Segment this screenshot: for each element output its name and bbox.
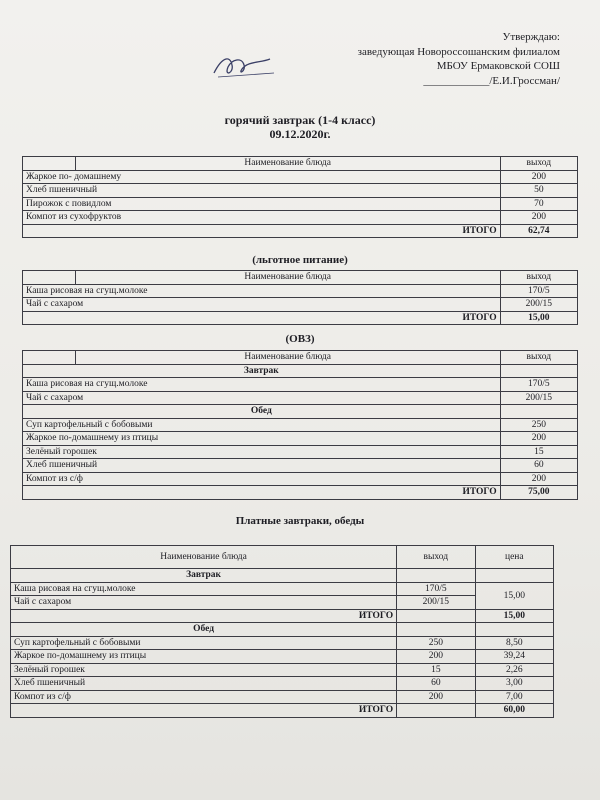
table-row: Зелёный горошек 15 (23, 445, 578, 459)
section-title-ovz: (ОВЗ) (285, 333, 315, 345)
signature-icon (208, 53, 278, 81)
total-row: ИТОГО 62,74 (23, 224, 578, 238)
total-row: ИТОГО 75,00 (23, 486, 578, 500)
total-row: ИТОГО 15,00 (11, 609, 554, 623)
column-header-output: выход (500, 271, 577, 285)
subheader-row (23, 405, 578, 419)
table-row: Компот из сухофруктов 200 (23, 211, 578, 225)
total-value: 75,00 (500, 486, 577, 500)
table-row: Суп картофельный с бобовыми 250 8,50 (11, 636, 554, 650)
approval-position: заведующая Новороссошанским филиалом (357, 45, 560, 58)
table-row: Жаркое по-домашнему из птицы 200 39,24 (11, 650, 554, 664)
menu-table-ovz (22, 350, 578, 500)
table-row: Жаркое по- домашнему 200 (23, 170, 578, 184)
lunch-label: Обед (11, 623, 397, 637)
total-value: 62,74 (500, 224, 577, 238)
table-row: Чай с сахаром 200/15 (23, 298, 578, 312)
approval-block (358, 30, 560, 88)
column-header-output: выход (500, 157, 577, 171)
section-title-benefit: (льготное питание) (252, 254, 348, 266)
total-value: 60,00 (475, 704, 553, 718)
table-row: Суп картофельный с бобовыми 250 (23, 418, 578, 432)
page-date: 09.12.2020г. (269, 127, 331, 141)
page-title: горячий завтрак (1-4 класс) (224, 113, 376, 127)
column-header-name: Наименование блюда (75, 271, 500, 285)
subheader-row (23, 364, 578, 378)
column-header-output: выход (397, 546, 475, 569)
total-row: ИТОГО 15,00 (23, 311, 578, 325)
lunch-label: Обед (23, 405, 501, 419)
total-value: 15,00 (500, 311, 577, 325)
menu-table-paid (10, 545, 554, 718)
approval-school (358, 59, 560, 74)
approval-school-text: МБОУ Ермаковской СОШ (436, 60, 560, 72)
column-header-name: Наименование блюда (75, 351, 500, 365)
total-value: 15,00 (475, 609, 553, 623)
approval-signature-name: ____________/Е.И.Гроссман/ (423, 74, 560, 87)
breakfast-label: Завтрак (11, 569, 397, 583)
section-title-paid: Платные завтраки, обеды (235, 515, 365, 527)
total-row: ИТОГО 60,00 (11, 704, 554, 718)
table-row: Компот из с/ф 200 (23, 472, 578, 486)
subheader-row (11, 623, 554, 637)
table-header-row (23, 271, 578, 285)
table-header-row (23, 351, 578, 365)
table-row: Пирожок с повидлом 70 (23, 197, 578, 211)
table-row: Хлеб пшеничный 60 3,00 (11, 677, 554, 691)
table-row: Чай с сахаром 200/15 (11, 596, 554, 610)
menu-table-main (22, 156, 578, 238)
table-header-row (11, 546, 554, 569)
breakfast-label: Завтрак (23, 364, 501, 378)
subheader-row (11, 569, 554, 583)
table-row: Хлеб пшеничный 50 (23, 184, 578, 198)
column-header-name: Наименование блюда (75, 157, 500, 171)
table-row: Каша рисовая на сгущ.молоке 170/5 (23, 284, 578, 298)
table-row: Каша рисовая на сгущ.молоке 170/5 (23, 378, 578, 392)
column-header-output: выход (500, 351, 577, 365)
breakfast-price: 15,00 (475, 582, 553, 609)
menu-table-benefit (22, 270, 578, 325)
table-row: Чай с сахаром 200/15 (23, 391, 578, 405)
table-row: Компот из с/ф 200 7,00 (11, 690, 554, 704)
table-row: Хлеб пшеничный 60 (23, 459, 578, 473)
approval-heading: Утверждаю: (502, 31, 560, 43)
table-header-row (23, 157, 578, 171)
table-row: Жаркое по-домашнему из птицы 200 (23, 432, 578, 446)
column-header-name: Наименование блюда (11, 546, 397, 569)
table-row: Зелёный горошек 15 2,26 (11, 663, 554, 677)
column-header-price: цена (475, 546, 553, 569)
table-row: Каша рисовая на сгущ.молоке 170/5 15,00 (11, 582, 554, 596)
